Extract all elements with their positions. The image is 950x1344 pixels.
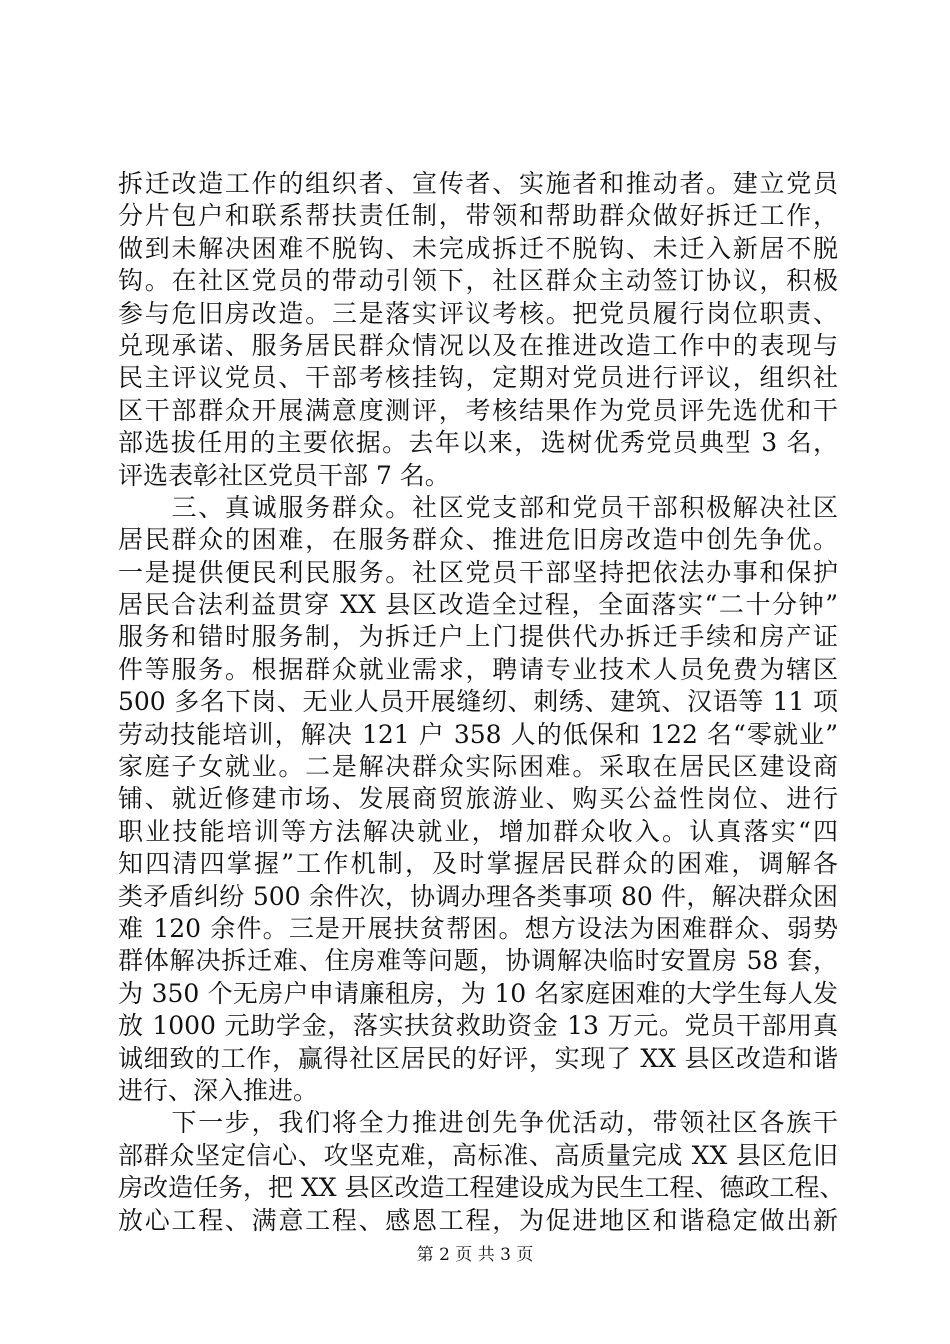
text-line: 部群众坚定信心、攻坚克难，高标准、高质量完成 XX 县区危旧 — [118, 1140, 838, 1170]
text-line: 民主评议党员、干部考核挂钩，定期对党员进行评议，组织社 — [118, 363, 838, 393]
text-line: 评选表彰社区党员干部 7 名。 — [118, 460, 450, 490]
text-line: 群体解决拆迁难、住房难等问题，协调解决临时安置房 58 套， — [118, 946, 838, 976]
text-line: 放 1000 元助学金，落实扶贫救助资金 13 万元。党员干部用真 — [118, 1011, 838, 1041]
text-line: 居民合法利益贯穿 XX 县区改造全过程，全面落实“二十分钟” — [118, 590, 838, 620]
text-line: 500 多名下岗、无业人员开展缝纫、刺绣、建筑、汉语等 11 项 — [118, 687, 838, 717]
text-line: 部选拔任用的主要依据。去年以来，选树优秀党员典型 3 名， — [118, 428, 838, 458]
text-line: 兑现承诺、服务居民群众情况以及在推进改造工作中的表现与 — [118, 330, 838, 360]
text-line: 家庭子女就业。二是解决群众实际困难。采取在居民区建设商 — [118, 752, 838, 782]
text-line: 铺、就近修建市场、发展商贸旅游业、购买公益性岗位、进行 — [118, 784, 838, 814]
paragraph-3 — [118, 1107, 845, 1237]
text-line: 分片包户和联系帮扶责任制，带领和帮助群众做好拆迁工作， — [118, 201, 838, 231]
text-line: 参与危旧房改造。三是落实评议考核。把党员履行岗位职责、 — [118, 298, 838, 328]
text-line: 下一步，我们将全力推进创先争优活动，带领社区各族干 — [118, 1108, 838, 1138]
text-line: 三、真诚服务群众。社区党支部和党员干部积极解决社区 — [118, 492, 838, 522]
text-line: 为 350 个无房户申请廉租房，为 10 名家庭困难的大学生每人发 — [118, 978, 838, 1008]
text-line: 难 120 余件。三是开展扶贫帮困。想方设法为困难群众、弱势 — [118, 913, 838, 943]
text-line: 钩。在社区党员的带动引领下，社区群众主动签订协议，积极 — [118, 266, 838, 296]
text-line: 知四清四掌握”工作机制，及时掌握居民群众的困难，调解各 — [118, 849, 838, 879]
text-line: 诚细致的工作，赢得社区居民的好评，实现了 XX 县区改造和谐 — [118, 1043, 838, 1073]
text-line: 放心工程、满意工程、感恩工程，为促进地区和谐稳定做出新 — [118, 1205, 838, 1235]
text-line: 类矛盾纠纷 500 余件次，协调办理各类事项 80 件，解决群众困 — [118, 881, 838, 911]
text-line: 进行、深入推进。 — [118, 1075, 319, 1105]
document-body — [118, 168, 845, 1237]
text-line: 劳动技能培训，解决 121 户 358 人的低保和 122 名“零就业” — [118, 719, 838, 749]
text-line: 居民群众的困难，在服务群众、推进危旧房改造中创先争优。 — [118, 525, 838, 555]
text-line: 件等服务。根据群众就业需求，聘请专业技术人员免费为辖区 — [118, 654, 838, 684]
text-line: 服务和错时服务制，为拆迁户上门提供代办拆迁手续和房产证 — [118, 622, 838, 652]
text-line: 区干部群众开展满意度测评，考核结果作为党员评先选优和干 — [118, 395, 838, 425]
text-line: 拆迁改造工作的组织者、宣传者、实施者和推动者。建立党员 — [118, 169, 838, 198]
text-line: 房改造任务，把 XX 县区改造工程建设成为民生工程、德政工程、 — [118, 1173, 845, 1203]
text-line: 一是提供便民利民服务。社区党员干部坚持把依法办事和保护 — [118, 557, 838, 587]
text-line: 做到未解决困难不脱钩、未完成拆迁不脱钩、未迁入新居不脱 — [118, 233, 838, 263]
text-line: 职业技能培训等方法解决就业，增加群众收入。认真落实“四 — [118, 816, 838, 846]
paragraph-2 — [118, 492, 838, 1107]
page-footer: 第 2 页 共 3 页 — [416, 1245, 534, 1265]
paragraph-1 — [118, 168, 838, 492]
